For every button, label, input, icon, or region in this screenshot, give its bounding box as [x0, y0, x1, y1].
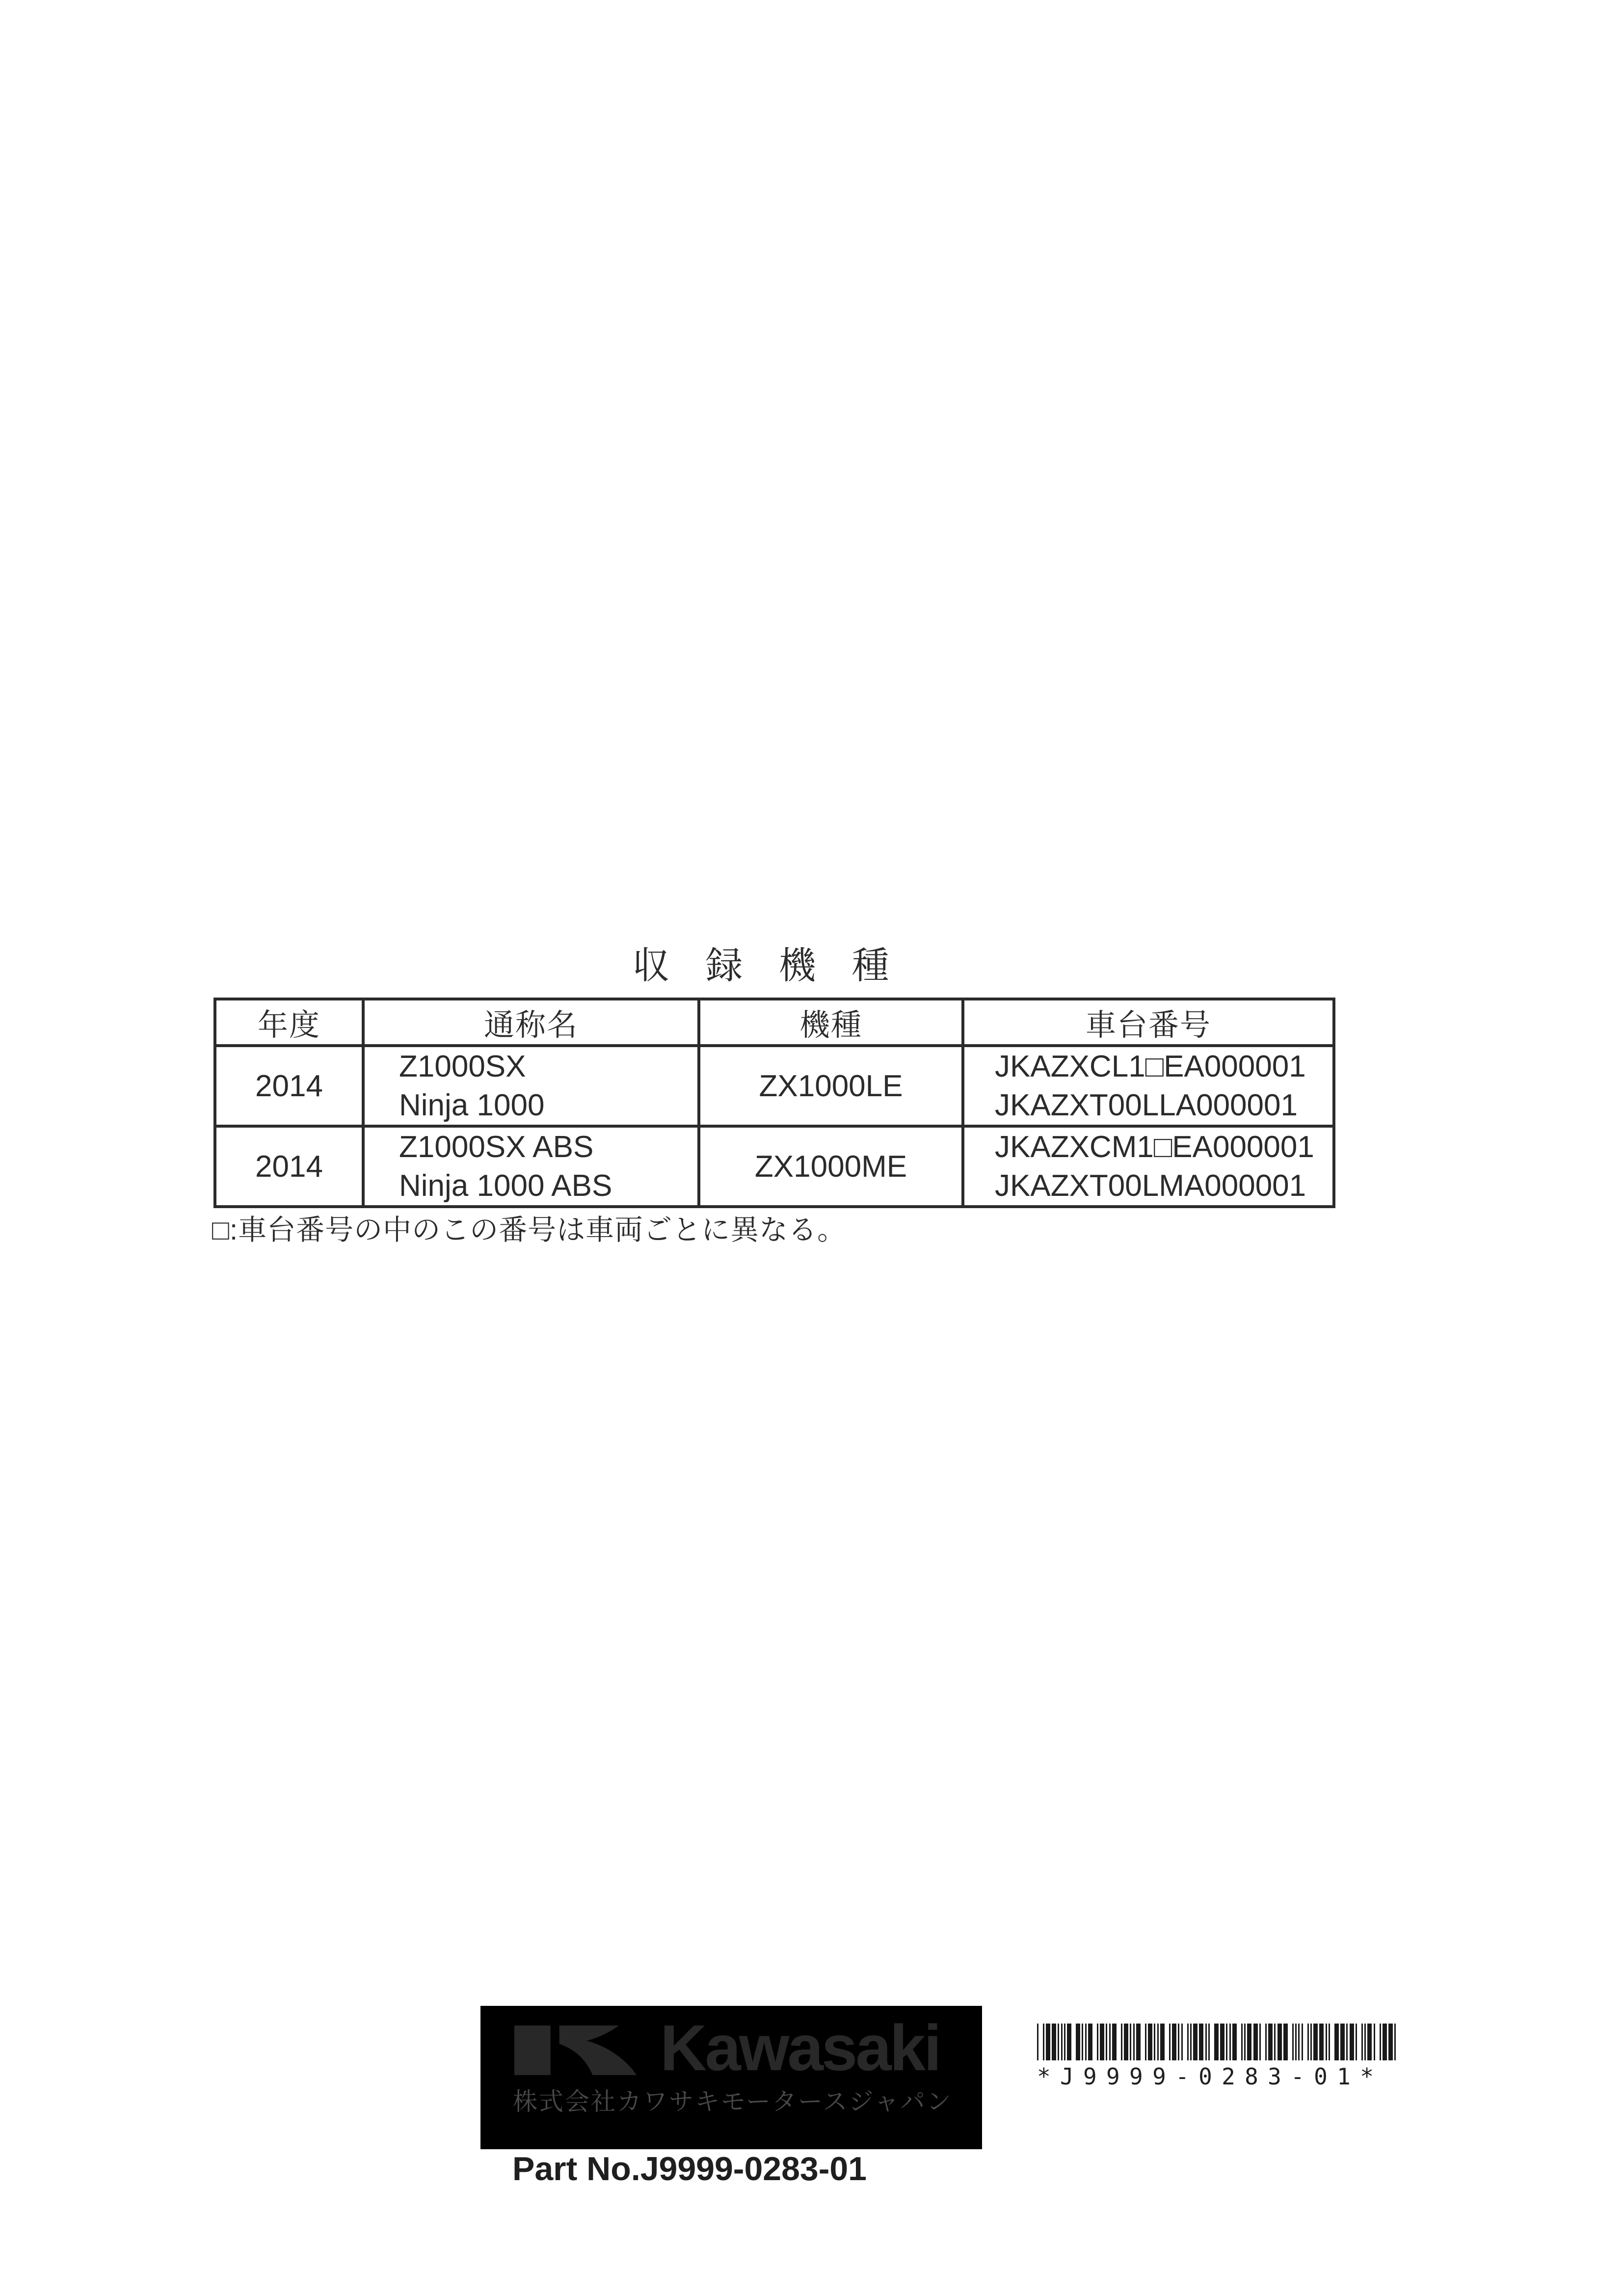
header-frame-number: 車台番号: [963, 999, 1334, 1046]
header-year: 年度: [215, 999, 363, 1046]
table-row: [215, 1126, 1334, 1207]
page-title: 収 録 機 種: [632, 945, 902, 987]
header-common-name: 通称名: [363, 999, 699, 1046]
common-name-cell: [363, 1126, 699, 1207]
part-number-text: Part No.J9999-0283-01: [512, 2150, 867, 2188]
year-cell: 2014: [215, 1126, 363, 1207]
table-header-row: [215, 999, 1334, 1046]
frame-number-cell: [963, 1126, 1334, 1207]
barcode-text: *J9999-0283-01*: [1037, 2063, 1384, 2090]
kawasaki-river-mark-icon: [514, 2026, 651, 2075]
common-name-line: Z1000SX ABS: [399, 1130, 594, 1164]
barcode: [1037, 2024, 1400, 2089]
common-name-cell: [363, 1046, 699, 1126]
model-cell: ZX1000LE: [699, 1046, 963, 1126]
common-name-line: Ninja 1000: [399, 1088, 545, 1122]
header-model: 機種: [699, 999, 963, 1046]
year-cell: 2014: [215, 1046, 363, 1126]
model-cell: ZX1000ME: [699, 1126, 963, 1207]
frame-number-cell: [963, 1046, 1334, 1126]
common-name-line: Z1000SX: [399, 1050, 526, 1083]
barcode-bars-icon: [1037, 2024, 1396, 2060]
kawasaki-wordmark: Kawasaki: [660, 2012, 940, 2084]
common-name-line: Ninja 1000 ABS: [399, 1169, 612, 1203]
company-name-text: 株式会社カワサキモータースジャパン: [513, 2088, 953, 2115]
kawasaki-logo-block: [480, 2006, 982, 2149]
model-table: [213, 998, 1335, 1208]
frame-number-line: JKAZXT00LLA000001: [995, 1088, 1298, 1122]
table-row: [215, 1046, 1334, 1126]
frame-number-line: JKAZXT00LMA000001: [995, 1169, 1306, 1203]
frame-number-line: JKAZXCM1□EA000001: [995, 1130, 1314, 1164]
footnote-text: □:車台番号の中のこの番号は車両ごとに異なる。: [212, 1214, 847, 1246]
frame-number-line: JKAZXCL1□EA000001: [995, 1050, 1306, 1083]
